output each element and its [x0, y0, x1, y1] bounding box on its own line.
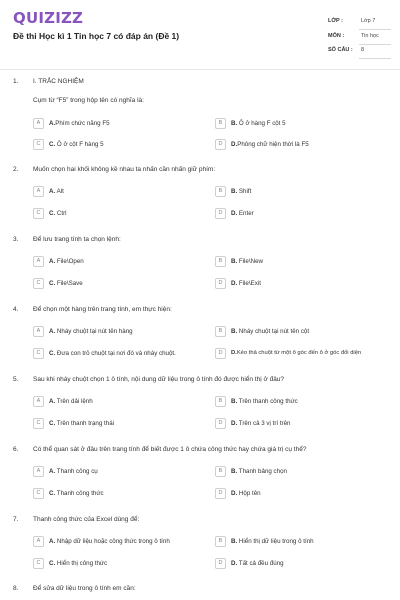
meta-subject-label: MÔN :	[328, 33, 345, 39]
meta-class-label: LỚP :	[328, 18, 343, 24]
option-box: B	[215, 466, 226, 477]
option-text: File\New	[237, 258, 263, 265]
option-box: B	[215, 326, 226, 337]
option-box: D	[215, 278, 226, 289]
option-box: A	[33, 186, 44, 197]
option-letter: B.	[231, 120, 238, 127]
option-text: Phông chữ hiện thời là F5	[237, 141, 309, 148]
option-text: Kéo thả chuột từ một ô góc đến ô ở góc đối diện	[236, 350, 362, 356]
question-number: 3.	[13, 236, 19, 243]
option-text: Trên dải lệnh	[55, 398, 93, 405]
question-number: 7.	[13, 516, 19, 523]
option-box: C	[33, 348, 44, 359]
option-box: D	[215, 418, 226, 429]
option-letter: C.	[49, 560, 56, 567]
quizizz-logo: QUIZIZZ	[13, 9, 84, 27]
worksheet-header	[0, 0, 400, 70]
question-text: Muốn chọn hai khối không kề nhau ta nhấn cần nhấn giữ phím:	[33, 166, 216, 173]
option-letter: D.	[231, 280, 238, 287]
option-letter: C.	[49, 350, 56, 357]
option-letter: B.	[231, 328, 238, 335]
option-text: Nhập dữ liệu hoặc công thức trong ô tính	[55, 538, 170, 545]
option-letter: A.	[49, 120, 56, 127]
option-letter: C.	[49, 210, 56, 217]
option-text: File\Exit	[237, 280, 261, 287]
option-letter: B.	[231, 188, 238, 195]
option-box: A	[33, 326, 44, 337]
option-box: A	[33, 118, 44, 129]
option-box: A	[33, 536, 44, 547]
option-text: Ô ở hàng F cột 5	[237, 120, 286, 127]
question-text: Để sửa dữ liệu trong ô tính em cần:	[33, 585, 136, 592]
question-text: Sau khi nháy chuột chọn 1 ô tính, nội dung dữ liệu trong ô tính đó được hiển thị ở đâu?	[33, 376, 285, 383]
meta-count-label: SỐ CÂU :	[328, 47, 353, 53]
option-letter: A.	[49, 328, 56, 335]
option-text: Thanh bảng chọn	[237, 468, 287, 475]
option-letter: D.	[231, 210, 238, 217]
option-text: Ctrl	[55, 210, 67, 217]
question-number: 6.	[13, 446, 19, 453]
option-box: B	[215, 186, 226, 197]
option-letter: D.	[231, 420, 238, 427]
option-text: Tất cả đều đúng	[237, 560, 284, 567]
option-text: Shift	[237, 188, 252, 195]
option-letter: C.	[49, 280, 56, 287]
option-box: C	[33, 139, 44, 150]
option-text: File\Open	[55, 258, 84, 265]
option-box: B	[215, 536, 226, 547]
option-letter: A.	[49, 468, 56, 475]
question-text: Có thể quan sát ở đâu trên trang tính để biết được 1 ô chứa công thức hay chứa giá trị cụ thể?	[33, 446, 307, 453]
option-box: D	[215, 348, 226, 359]
question-text: Để lưu trang tính ta chọn lệnh:	[33, 236, 121, 243]
option-box: C	[33, 278, 44, 289]
meta-class-value: Lớp 7	[361, 18, 376, 24]
question-text: Thanh công thức của Excel dùng để:	[33, 516, 140, 523]
option-text: Enter	[237, 210, 254, 217]
option-box: B	[215, 118, 226, 129]
option-letter: A.	[49, 538, 56, 545]
option-letter: C.	[49, 490, 56, 497]
option-text: Trên thanh công thức	[237, 398, 298, 405]
meta-count-value: 8	[361, 47, 365, 53]
option-letter: B.	[231, 538, 238, 545]
option-text: Đưa con trỏ chuột tại nơi đó và nháy chuột.	[55, 350, 176, 357]
option-letter: C.	[49, 141, 56, 148]
option-box: C	[33, 418, 44, 429]
option-box: D	[215, 139, 226, 150]
option-text: Hộp tên	[237, 490, 261, 497]
option-text: File\Save	[55, 280, 83, 287]
option-box: C	[33, 488, 44, 499]
question-number: 4.	[13, 306, 19, 313]
option-letter: D.	[231, 560, 238, 567]
question-number: 8.	[13, 585, 19, 592]
option-letter: B.	[231, 468, 238, 475]
option-box: B	[215, 256, 226, 267]
option-box: D	[215, 488, 226, 499]
option-letter: A.	[49, 258, 56, 265]
option-box: C	[33, 558, 44, 569]
option-box: D	[215, 558, 226, 569]
question-subtext: Cụm từ “F5” trong hộp tên có nghĩa là:	[33, 97, 144, 104]
option-letter: A.	[49, 188, 56, 195]
option-letter: D.	[231, 490, 238, 497]
option-text: Hiển thị dữ liệu trong ô tính	[237, 538, 314, 545]
option-text: Ô ở cột F hàng 5	[55, 141, 104, 148]
option-text: Nháy chuột tại nút tên cột	[237, 328, 310, 335]
question-number: 2.	[13, 166, 19, 173]
option-box: C	[33, 208, 44, 219]
option-box: A	[33, 466, 44, 477]
question-number: 5.	[13, 376, 19, 383]
option-text: Trên cả 3 vị trí trên	[237, 420, 291, 427]
option-letter: B.	[231, 398, 238, 405]
meta-class	[325, 14, 391, 30]
question-text: Để chọn một hàng trên trang tính, em thực hiện:	[33, 306, 172, 313]
option-box: A	[33, 256, 44, 267]
option-text: Thanh công cụ	[55, 468, 98, 475]
option-box: A	[33, 396, 44, 407]
option-text: Nháy chuột tại nút tên hàng	[55, 328, 133, 335]
option-letter: C.	[49, 420, 56, 427]
question-number: 1.	[13, 78, 19, 85]
option-letter: B.	[231, 258, 238, 265]
option-text: Hiển thị công thức	[55, 560, 108, 567]
option-letter: D.	[231, 350, 237, 356]
meta-count	[325, 43, 391, 59]
option-text: Alt	[55, 188, 64, 195]
option-letter: A.	[49, 398, 56, 405]
meta-subject-value: Tin học	[361, 33, 379, 39]
option-text: Phím chức năng F5	[55, 120, 110, 127]
page-title: Đề thi Học kì 1 Tin học 7 có đáp án (Đề 1)	[13, 31, 180, 41]
option-text: Trên thanh trạng thái	[55, 420, 115, 427]
meta-underline	[359, 58, 391, 59]
option-box: D	[215, 208, 226, 219]
question-text: I. TRẮC NGHIỆM	[33, 78, 84, 85]
option-letter: D.	[231, 141, 238, 148]
option-box: B	[215, 396, 226, 407]
option-text: Thanh công thức	[55, 490, 104, 497]
